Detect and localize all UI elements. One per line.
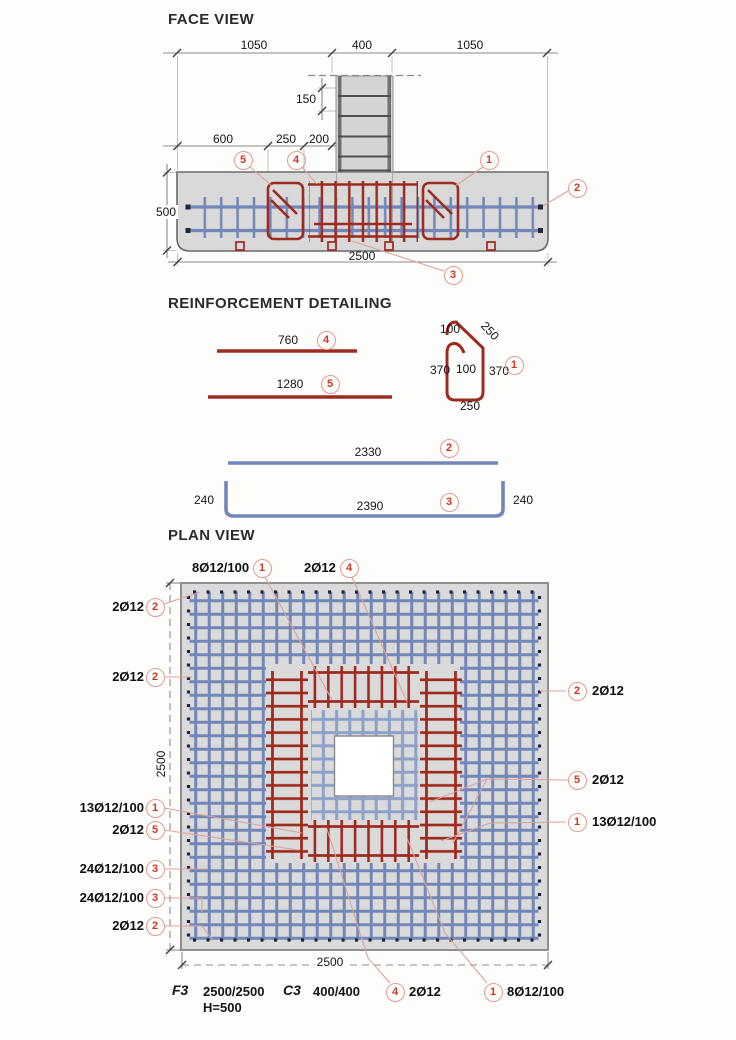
dim-2500-face: 2500 [348,249,376,263]
plan-left-mark-2: 2 [146,668,165,687]
callout-3: 3 [444,266,463,285]
bar3-length: 2390 [356,499,384,513]
plan-right-mark-1: 2 [568,682,587,701]
plan-right-mark-3: 1 [568,813,587,832]
plan-top-mark-1: 1 [253,559,272,578]
plan-bottom-mark-2: 1 [484,983,503,1002]
column-section [308,76,421,173]
callout-4: 4 [287,151,306,170]
dim-500: 500 [155,205,177,219]
plan-left-label-3: 13Ø12/100 [79,800,144,815]
plan-top-label-2: 2Ø12 [304,560,336,575]
column-tag: C3 [283,982,301,998]
dim-400: 400 [351,38,373,52]
plan-right-label-3: 13Ø12/100 [592,814,657,829]
detailing-title: REINFORCEMENT DETAILING [168,295,392,312]
dim-600: 600 [212,132,234,146]
plan-view-drawing [164,577,568,983]
bar3-mark: 3 [440,493,459,512]
footing-tag: F3 [172,982,189,998]
callout-1: 1 [480,151,499,170]
plan-dim-left: 2500 [154,750,168,778]
plan-bottom-mark-1: 4 [386,983,405,1002]
plan-left-mark-1: 2 [146,598,165,617]
plan-left-mark-7: 2 [146,917,165,936]
plan-dim-bottom: 2500 [316,955,344,969]
plan-left-label-4: 2Ø12 [112,822,144,837]
plan-left-label-7: 2Ø12 [112,918,144,933]
plan-left-mark-4: 5 [146,821,165,840]
face-column-cage [308,181,418,242]
plan-left-mark-3: 1 [146,799,165,818]
dim-1050-left: 1050 [240,38,268,52]
dim-150: 150 [295,92,317,106]
dim-200: 200 [308,132,330,146]
bar1-hook-inner: 100 [455,362,477,376]
plan-left-mark-6: 3 [146,889,165,908]
column-plan [335,736,394,796]
detailing-drawing [208,322,503,516]
footing-size: 2500/2500 [203,984,265,999]
bar1-side-right: 370 [488,364,510,378]
callout-5: 5 [234,151,253,170]
callout-2: 2 [568,179,587,198]
bar2-length: 2330 [354,445,382,459]
plan-top-mark-2: 4 [340,559,359,578]
plan-right-mark-2: 5 [568,771,587,790]
bar5-length: 1280 [276,377,304,391]
bar2-mark: 2 [440,439,459,458]
plan-left-label-6: 24Ø12/100 [79,890,144,905]
bar3-leg-right: 240 [512,493,534,507]
face-view-drawing [163,49,568,271]
plan-right-label-2: 2Ø12 [592,772,624,787]
bar4-length: 760 [277,333,299,347]
plan-bottom-label-2: 8Ø12/100 [507,984,565,999]
plan-left-mark-5: 3 [146,860,165,879]
bar1-hook-top: 100 [439,322,461,336]
plan-left-label-5: 24Ø12/100 [79,861,144,876]
footing-height: H=500 [203,1000,242,1015]
column-size: 400/400 [313,984,360,999]
plan-top-label-1: 8Ø12/100 [192,560,250,575]
face-view-title: FACE VIEW [168,11,255,28]
plan-left-label-2: 2Ø12 [112,669,144,684]
plan-view-title: PLAN VIEW [168,527,255,544]
bar1-diag: 250 [478,318,502,344]
plan-right-label-1: 2Ø12 [592,683,624,698]
bar1-mark: 1 [505,356,524,375]
bar4-mark: 4 [317,331,336,350]
bar1-side-left: 370 [429,363,451,377]
bar1-bottom: 250 [459,399,481,413]
dim-250: 250 [275,132,297,146]
bar3-leg-left: 240 [193,493,215,507]
dim-1050-right: 1050 [456,38,484,52]
plan-bottom-label-1: 2Ø12 [409,984,441,999]
plan-left-label-1: 2Ø12 [112,599,144,614]
bar5-mark: 5 [321,375,340,394]
